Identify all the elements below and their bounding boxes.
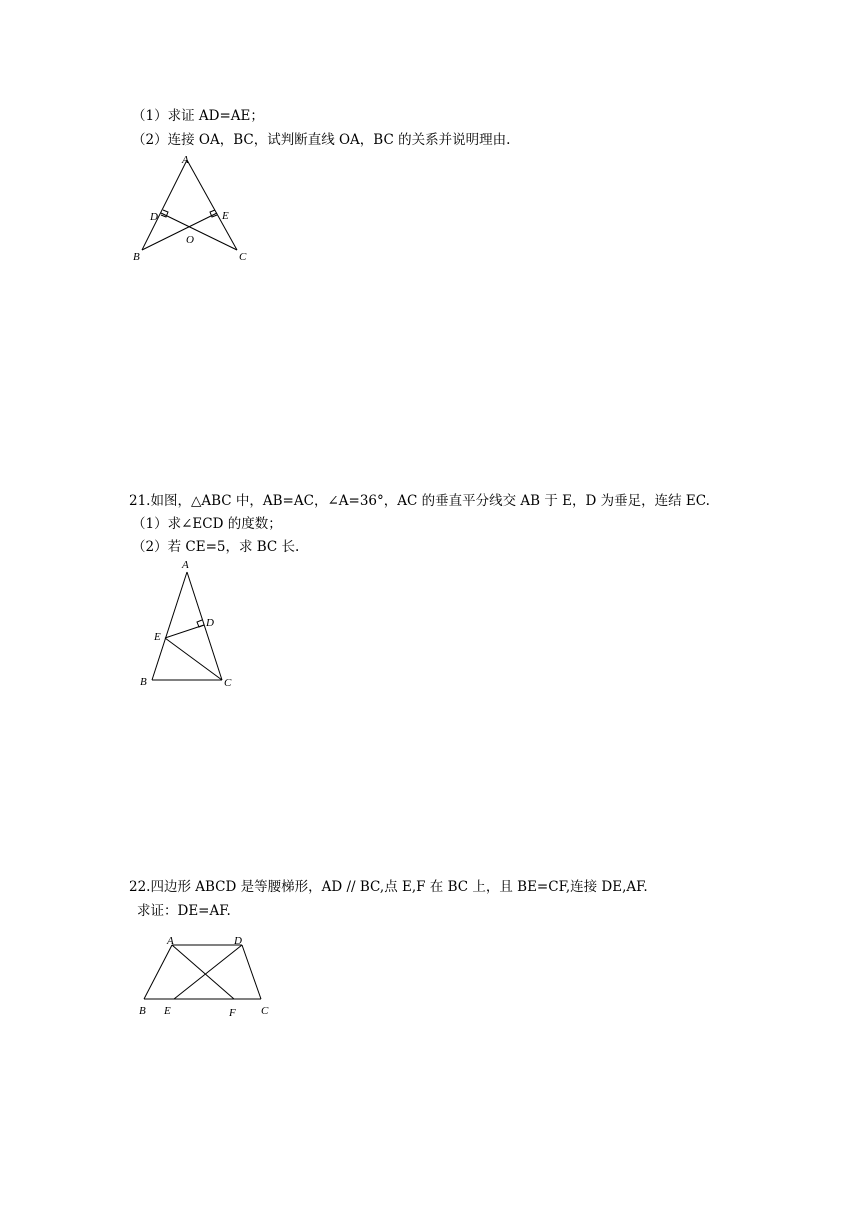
q22-segment-de [174,945,242,999]
q22-label-a: A [167,935,174,947]
q21-title: 21.如图，△ABC 中，AB=AC，∠A=36°，AC 的垂直平分线交 AB 于 E，D 为垂足，连结 EC. [129,493,710,509]
q20-label-e: E [222,210,229,222]
q20-label-a: A [182,154,189,166]
q22-label-b: B [139,1005,146,1017]
q21-label-d: D [206,617,214,629]
q22-side-dc [242,945,261,999]
q22-label-e: E [164,1005,171,1017]
q22-label-d: D [234,935,242,947]
q20-label-c: C [239,251,247,263]
q22-figure [130,930,280,1020]
q22-title: 22.四边形 ABCD 是等腰梯形，AD // BC,点 E,F 在 BC 上，且 BE=CF,连接 DE,AF. [129,879,648,895]
q22-side-ab [144,945,172,999]
q20-label-d: D [150,211,158,223]
q20-side-ab [142,160,187,250]
q22-label-f: F [229,1007,236,1019]
q21-part2: （2）若 CE=5，求 BC 长. [132,539,300,555]
q21-part1: （1）求∠ECD 的度数； [132,516,282,532]
q20-part2: （2）连接 OA，BC，试判断直线 OA，BC 的关系并说明理由. [132,132,511,148]
q21-label-c: C [224,677,232,689]
q21-label-b: B [140,676,147,688]
q21-side-ab [152,572,187,680]
q22-prove: 求证：DE=AF. [137,903,231,919]
q21-side-ac [187,572,222,680]
q21-label-e: E [154,631,161,643]
q22-label-c: C [261,1005,269,1017]
q21-figure [125,555,255,695]
q20-side-ac [187,160,237,250]
q20-label-o: O [186,234,194,246]
q21-segment-ed [165,625,204,638]
q20-figure [125,150,265,265]
q21-segment-ec [165,638,222,680]
q20-part1: （1）求证 AD=AE； [132,108,264,124]
q21-label-a: A [182,559,189,571]
q22-segment-af [172,945,234,999]
q20-label-b: B [133,251,140,263]
